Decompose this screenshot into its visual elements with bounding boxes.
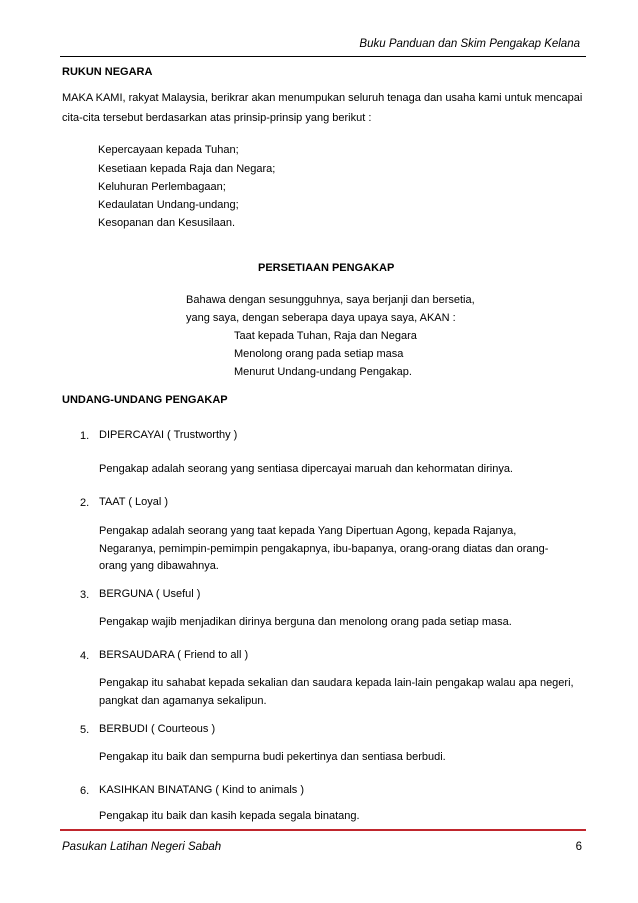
- rukun-negara-heading: RUKUN NEGARA: [62, 66, 153, 78]
- promise-item: Menolong orang pada setiap masa: [234, 348, 404, 360]
- principle-item: Kesopanan dan Kesusilaan.: [98, 217, 235, 229]
- law-number: 2.: [80, 497, 90, 509]
- law-title: BERSAUDARA ( Friend to all ): [99, 649, 249, 661]
- law-description: orang yang dibawahnya.: [99, 560, 219, 572]
- principle-item: Kepercayaan kepada Tuhan;: [98, 144, 239, 156]
- law-title: TAAT ( Loyal ): [99, 496, 169, 508]
- law-title: KASIHKAN BINATANG ( Kind to animals ): [99, 784, 304, 796]
- footer-organization: Pasukan Latihan Negeri Sabah: [62, 841, 222, 853]
- promise-item: Taat kepada Tuhan, Raja dan Negara: [234, 330, 417, 342]
- law-number: 5.: [80, 724, 90, 736]
- law-description: pangkat dan agamanya sekalipun.: [99, 695, 267, 707]
- law-description: Pengakap wajib menjadikan dirinya berguna dan menolong orang pada setiap masa.: [99, 616, 512, 628]
- law-number: 1.: [80, 430, 90, 442]
- law-description: Pengakap itu baik dan sempurna budi pekertinya dan sentiasa berbudi.: [99, 751, 446, 763]
- law-number: 4.: [80, 650, 90, 662]
- principle-item: Keluhuran Perlembagaan;: [98, 181, 226, 193]
- law-description: Negaranya, pemimpin-pemimpin pengakapnya, ibu-bapanya, orang-orang diatas dan orang-: [99, 543, 549, 555]
- rukun-intro-line-2: cita-cita tersebut berdasarkan atas prinsip-prinsip yang berikut :: [62, 112, 372, 124]
- persetiaan-line-2: yang saya, dengan seberapa daya upaya saya, AKAN :: [186, 312, 456, 324]
- running-header: Buku Panduan dan Skim Pengakap Kelana: [359, 38, 580, 50]
- law-description: Pengakap itu sahabat kepada sekalian dan saudara kepada lain-lain pengakap walau apa negeri,: [99, 677, 574, 689]
- undang-heading: UNDANG-UNDANG PENGAKAP: [62, 394, 228, 406]
- persetiaan-heading: PERSETIAAN PENGAKAP: [258, 262, 395, 274]
- law-description: Pengakap adalah seorang yang taat kepada Yang Dipertuan Agong, kepada Rajanya,: [99, 525, 517, 537]
- law-title: BERBUDI ( Courteous ): [99, 723, 216, 735]
- law-number: 6.: [80, 785, 90, 797]
- law-number: 3.: [80, 589, 90, 601]
- principle-item: Kedaulatan Undang-undang;: [98, 199, 239, 211]
- law-description: Pengakap adalah seorang yang sentiasa dipercayai maruah dan kehormatan dirinya.: [99, 463, 513, 475]
- principle-item: Kesetiaan kepada Raja dan Negara;: [98, 163, 276, 175]
- rukun-intro-line-1: MAKA KAMI, rakyat Malaysia, berikrar akan menumpukan seluruh tenaga dan usaha kami untuk mencapai: [62, 92, 583, 104]
- persetiaan-line-1: Bahawa dengan sesungguhnya, saya berjanji dan bersetia,: [186, 294, 475, 306]
- law-title: BERGUNA ( Useful ): [99, 588, 201, 600]
- page-number: 6: [575, 841, 582, 853]
- law-description: Pengakap itu baik dan kasih kepada segala binatang.: [99, 810, 360, 822]
- header-rule: [60, 56, 586, 57]
- promise-item: Menurut Undang-undang Pengakap.: [234, 366, 412, 378]
- law-title: DIPERCAYAI ( Trustworthy ): [99, 429, 238, 441]
- footer-rule: [60, 829, 586, 831]
